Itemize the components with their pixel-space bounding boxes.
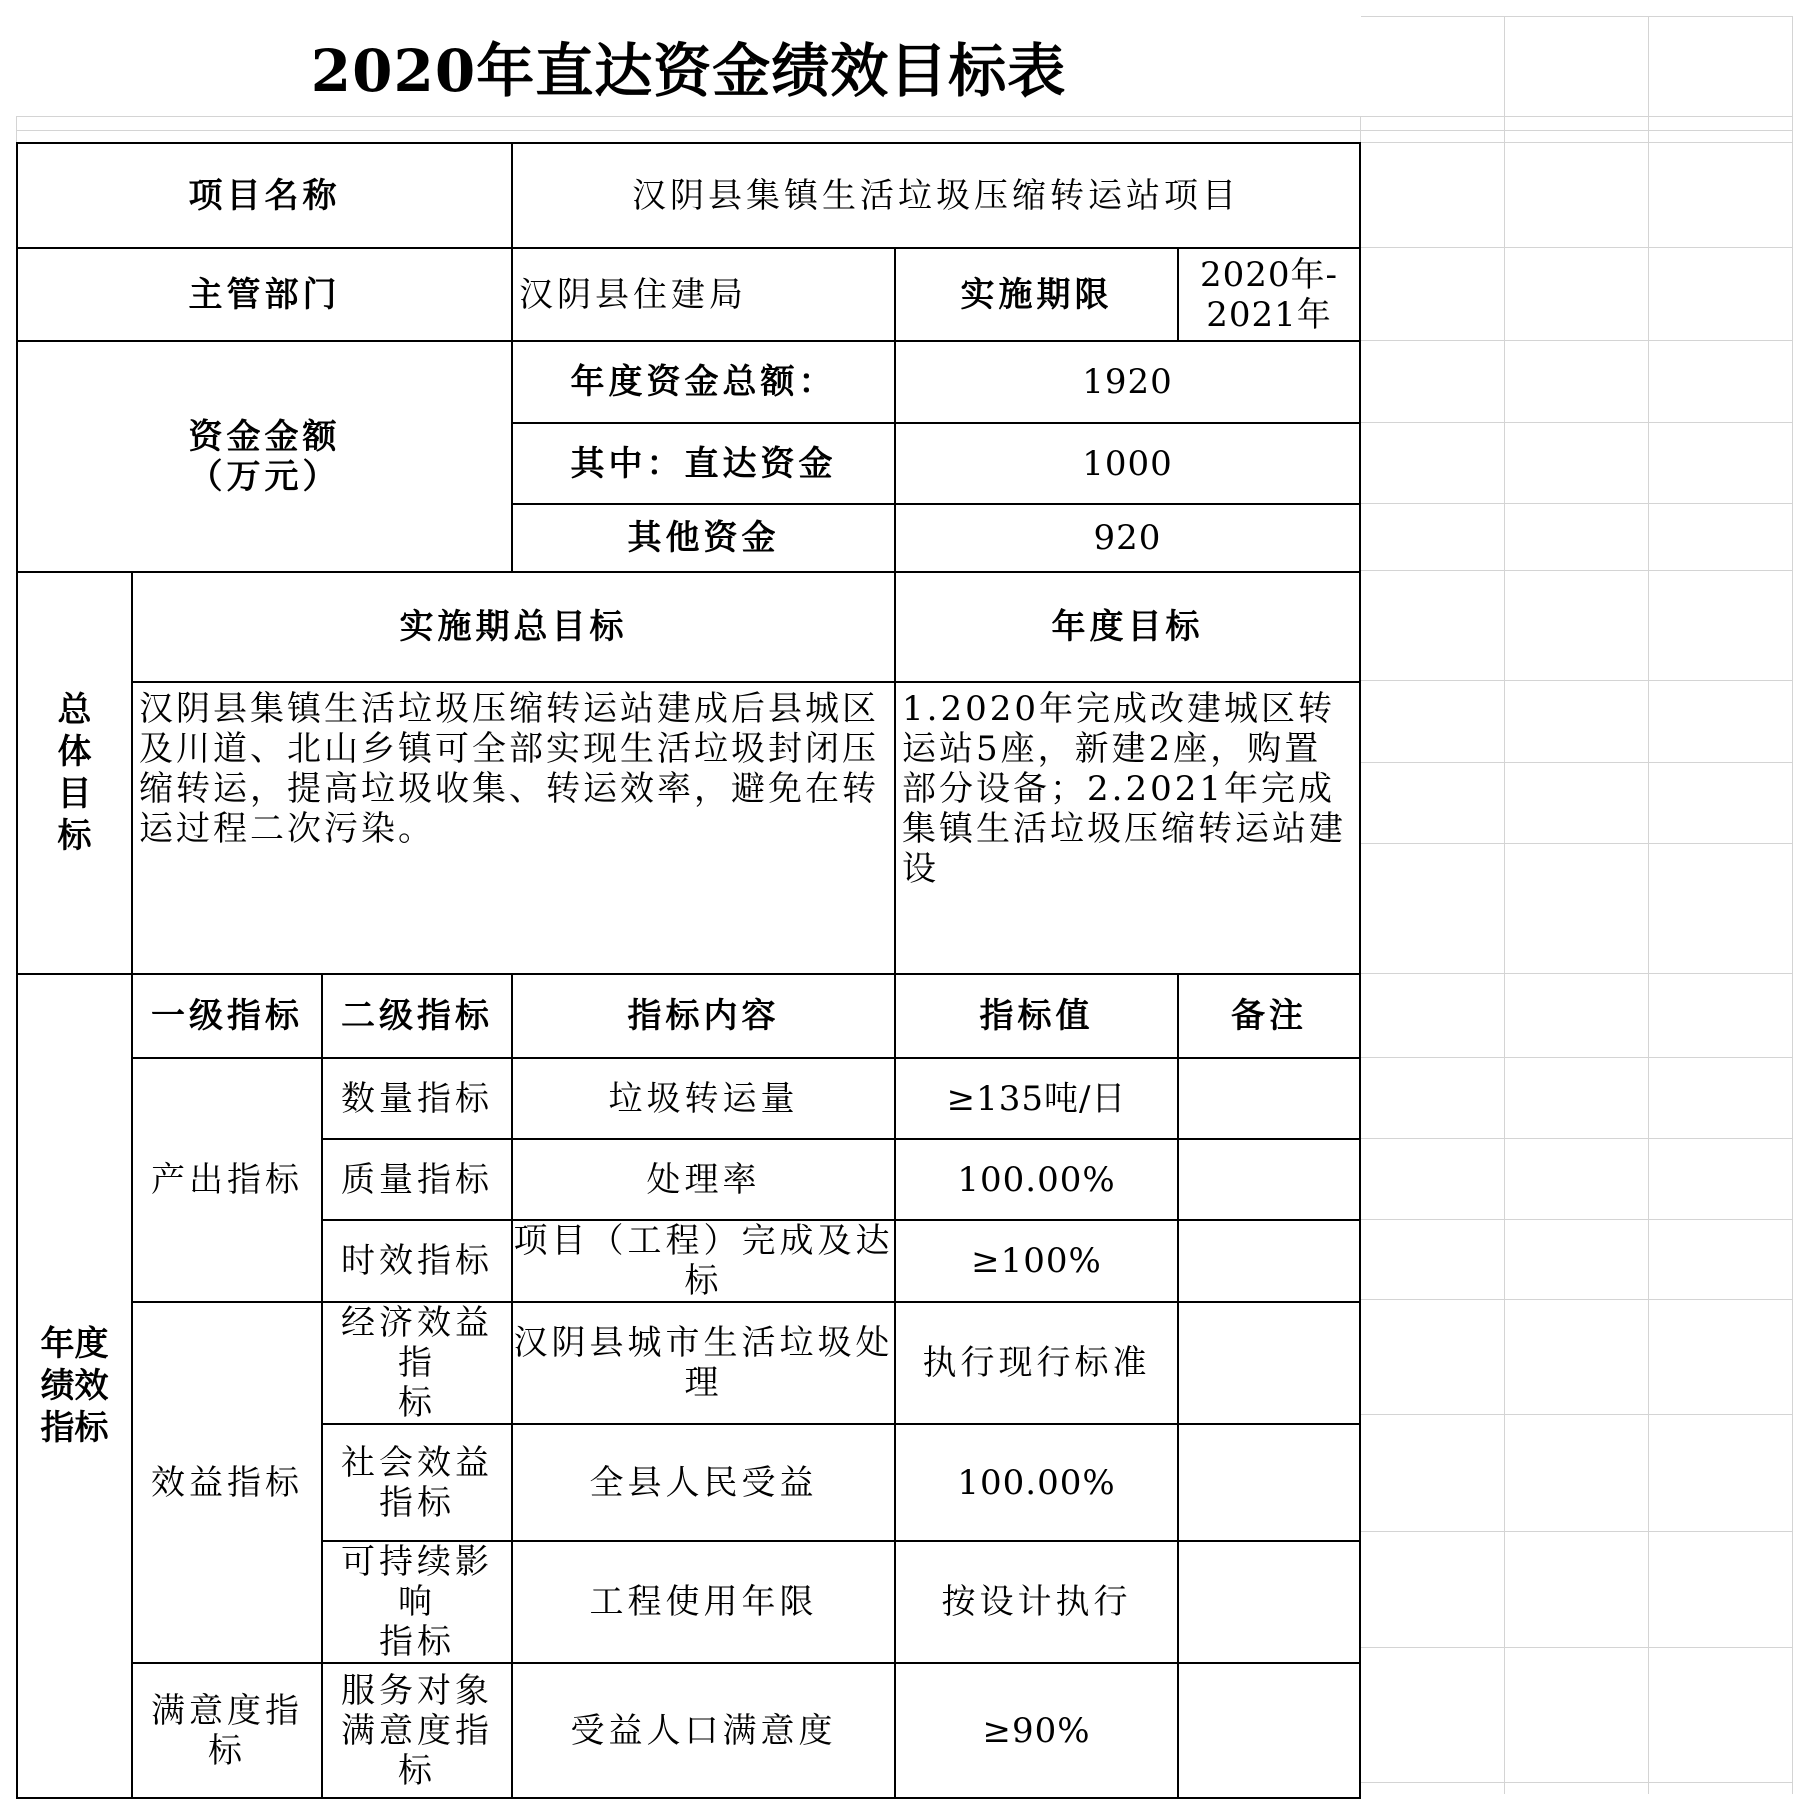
overall-goal-header: 实施期总目标	[132, 572, 895, 682]
remark-cell[interactable]	[1178, 1663, 1360, 1798]
level2-line2: 指标	[379, 1482, 455, 1523]
content-line2: 标	[684, 1261, 723, 1301]
value-cell[interactable]: 执行现行标准	[895, 1302, 1178, 1424]
annual-indicators-line-2: 绩效	[40, 1366, 109, 1406]
project-name-value[interactable]: 汉阴县集镇生活垃圾压缩转运站项目	[512, 143, 1360, 248]
content-cell[interactable]: 受益人口满意度	[512, 1663, 895, 1798]
level2-line1: 社会效益	[341, 1442, 493, 1483]
level1-benefit: 效益指标	[132, 1302, 322, 1663]
remark-cell[interactable]	[1178, 1220, 1360, 1302]
content-line2: 理	[684, 1363, 723, 1403]
header-level2: 二级指标	[322, 974, 512, 1058]
overall-goals-section-label	[17, 572, 132, 974]
remark-cell[interactable]	[1178, 1302, 1360, 1424]
content-line1: 汉阴县城市生活垃圾处	[513, 1323, 894, 1363]
funds-other-value[interactable]: 920	[895, 504, 1360, 572]
content-cell[interactable]: 工程使用年限	[512, 1541, 895, 1663]
funds-label-line2: （万元）	[188, 456, 341, 497]
period-value-line2: 2021年	[1206, 294, 1332, 335]
level2-cell: 时效指标	[322, 1220, 512, 1302]
level1-output: 产出指标	[132, 1058, 322, 1302]
overall-goal-text[interactable]: 汉阴县集镇生活垃圾压缩转运站建成后县城区及川道、北山乡镇可全部实现生活垃圾封闭压缩转运，提高垃圾收集、转运效率，避免在转运过程二次污染。	[132, 682, 895, 974]
level2-line1: 经济效益指	[341, 1303, 493, 1383]
annual-goal-text[interactable]: 1.2020年完成改建城区转运站5座，新建2座，购置部分设备；2.2021年完成集镇生活垃圾压缩转运站建设	[895, 682, 1360, 974]
overall-goals-char-4: 标	[57, 816, 92, 856]
funds-label-line1: 资金金额	[188, 416, 341, 457]
period-label: 实施期限	[895, 248, 1178, 341]
funds-label	[17, 341, 512, 572]
content-cell[interactable]: 全县人民受益	[512, 1424, 895, 1541]
level2-line2: 指标	[379, 1622, 455, 1662]
content-cell[interactable]	[512, 1220, 895, 1302]
level1-line2: 标	[208, 1730, 246, 1771]
value-cell[interactable]: ≥135吨/日	[895, 1058, 1178, 1139]
funds-direct-label: 其中：直达资金	[512, 423, 895, 504]
level2-line3: 标	[398, 1750, 436, 1791]
remark-cell[interactable]	[1178, 1058, 1360, 1139]
value-cell[interactable]: 100.00%	[895, 1424, 1178, 1541]
overall-goals-char-2: 体	[57, 732, 92, 772]
content-cell[interactable]: 垃圾转运量	[512, 1058, 895, 1139]
remark-cell[interactable]	[1178, 1424, 1360, 1541]
level1-line1: 满意度指	[151, 1690, 303, 1731]
page-title: 2020年直达资金绩效目标表	[16, 16, 1361, 116]
period-value[interactable]	[1178, 248, 1360, 341]
overall-goals-char-3: 目	[57, 774, 92, 814]
header-level1: 一级指标	[132, 974, 322, 1058]
funds-other-label: 其他资金	[512, 504, 895, 572]
table-row	[17, 1058, 1360, 1139]
content-cell[interactable]: 处理率	[512, 1139, 895, 1220]
project-name-label: 项目名称	[17, 143, 512, 248]
level2-line2: 标	[398, 1383, 436, 1423]
level2-line1: 可持续影响	[341, 1542, 493, 1622]
funds-total-value[interactable]: 1920	[895, 341, 1360, 423]
level2-cell: 质量指标	[322, 1139, 512, 1220]
value-cell[interactable]: 100.00%	[895, 1139, 1178, 1220]
funds-total-label: 年度资金总额：	[512, 341, 895, 423]
level2-cell: 数量指标	[322, 1058, 512, 1139]
level2-line1: 服务对象	[341, 1670, 493, 1711]
period-value-line1: 2020年-	[1199, 254, 1338, 295]
value-cell[interactable]: 按设计执行	[895, 1541, 1178, 1663]
header-remark: 备注	[1178, 974, 1360, 1058]
value-cell[interactable]: ≥90%	[895, 1663, 1178, 1798]
department-label: 主管部门	[17, 248, 512, 341]
funds-direct-value[interactable]: 1000	[895, 423, 1360, 504]
table-row	[17, 1663, 1360, 1798]
table-row	[17, 1302, 1360, 1424]
remark-cell[interactable]	[1178, 1139, 1360, 1220]
level2-cell	[322, 1541, 512, 1663]
content-line1: 项目（工程）完成及达	[513, 1221, 894, 1261]
annual-indicators-line-1: 年度	[40, 1324, 109, 1364]
level2-cell	[322, 1424, 512, 1541]
performance-table	[16, 142, 1361, 1799]
header-value: 指标值	[895, 974, 1178, 1058]
annual-indicators-line-3: 指标	[40, 1408, 109, 1448]
value-cell[interactable]: ≥100%	[895, 1220, 1178, 1302]
level2-line2: 满意度指	[341, 1710, 493, 1751]
annual-goal-header: 年度目标	[895, 572, 1360, 682]
content-cell[interactable]	[512, 1302, 895, 1424]
header-content: 指标内容	[512, 974, 895, 1058]
department-value[interactable]: 汉阴县住建局	[512, 248, 895, 341]
level1-satisfaction	[132, 1663, 322, 1798]
overall-goals-char-1: 总	[57, 690, 92, 730]
level2-cell	[322, 1663, 512, 1798]
remark-cell[interactable]	[1178, 1541, 1360, 1663]
level2-cell	[322, 1302, 512, 1424]
annual-indicators-section-label	[17, 974, 132, 1798]
